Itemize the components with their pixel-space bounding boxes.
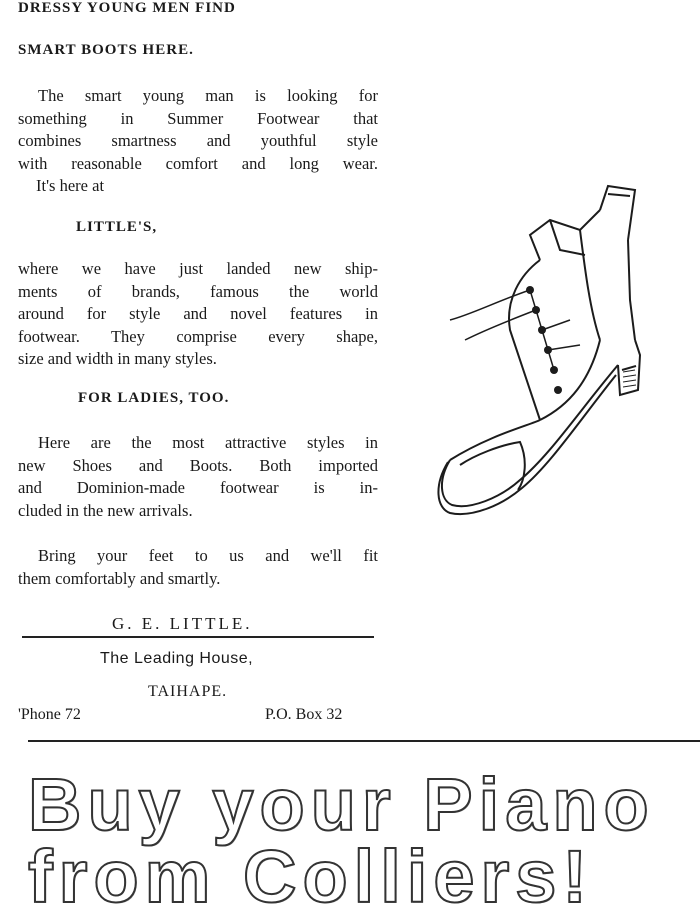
paragraph-line: and Dominion-made footwear is in- bbox=[18, 478, 378, 497]
ladies-paragraph bbox=[18, 432, 378, 522]
signature-rule bbox=[22, 636, 374, 638]
phone: 'Phone 72 bbox=[18, 706, 81, 723]
piano-headline-line2: from Colliers! bbox=[28, 835, 594, 918]
paragraph-line: something in Summer Footwear that bbox=[18, 108, 378, 128]
heres-at-text: It's here at bbox=[36, 176, 105, 195]
po-box: P.O. Box 32 bbox=[265, 706, 343, 723]
paragraph-line: Bring your feet to us and we'll fit bbox=[38, 546, 378, 565]
headline-smart-boots: SMART BOOTS HERE. bbox=[18, 42, 194, 58]
town: TAIHAPE. bbox=[148, 683, 228, 700]
paragraph-line: ments of brands, famous the world bbox=[18, 281, 378, 301]
paragraph-line: with reasonable comfort and long wear. bbox=[18, 153, 378, 173]
store-name: LITTLE'S, bbox=[76, 219, 158, 235]
paragraph-line: where we have just landed new ship- bbox=[18, 259, 378, 278]
paragraph-line: footwear. They comprise every shape, bbox=[18, 326, 378, 346]
paragraph-line: cluded in the new arrivals. bbox=[18, 500, 193, 520]
paragraph-line: The smart young man is looking for bbox=[38, 86, 378, 105]
piano-headline-line1: Buy your Piano bbox=[28, 763, 655, 846]
tagline: The Leading House, bbox=[100, 650, 254, 667]
boot-illustration bbox=[430, 180, 660, 530]
headline-top: DRESSY YOUNG MEN FIND bbox=[18, 0, 236, 16]
intro-paragraph bbox=[18, 85, 378, 175]
paragraph-line: combines smartness and youthful style bbox=[18, 131, 378, 150]
paragraph-line: around for style and novel features in bbox=[18, 304, 378, 323]
fit-paragraph bbox=[18, 545, 378, 590]
paragraph-line: them comfortably and smartly. bbox=[18, 568, 221, 588]
shipments-paragraph bbox=[18, 258, 378, 371]
ladies-heading: FOR LADIES, TOO. bbox=[78, 390, 230, 406]
signature: G. E. LITTLE. bbox=[112, 614, 253, 633]
paragraph-line: Here are the most attractive styles in bbox=[38, 433, 378, 452]
paragraph-line: new Shoes and Boots. Both imported bbox=[18, 455, 378, 475]
paragraph-line: size and width in many styles. bbox=[18, 349, 217, 368]
section-divider bbox=[28, 740, 700, 742]
